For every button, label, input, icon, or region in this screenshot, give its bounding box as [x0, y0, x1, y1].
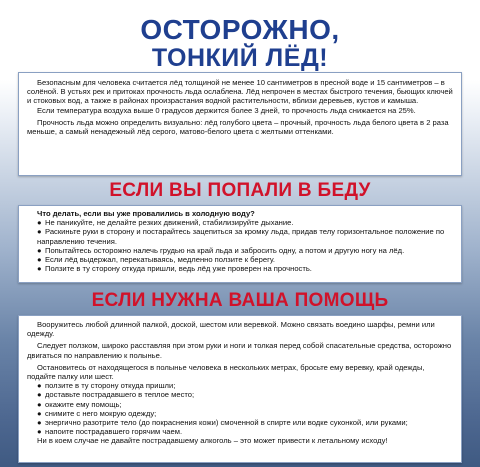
- page-subtitle: ТОНКИЙ ЛЁД!: [151, 44, 329, 72]
- list-item-text: Раскиньте руки в сторону и постарайтесь зацепиться за кромку льда, придав телу горизонтальное положение по направлению течения.: [37, 227, 445, 246]
- trouble-question: Что делать, если вы уже провалились в холодную воду?: [37, 209, 255, 218]
- list-item: [27, 227, 453, 245]
- list-item-text: снимите с него мокрую одежду;: [45, 408, 157, 418]
- bullet-icon: ●: [37, 408, 42, 418]
- page-title: ОСТОРОЖНО,: [140, 14, 340, 45]
- intro-paragraph-2: Если температура воздуха выше 0 градусов держится более 3 дней, то прочность льда снижается на 25%.: [37, 105, 416, 115]
- bullet-icon: ●: [37, 227, 42, 237]
- list-item-text: напоите пострадавшего горячим чаем.: [45, 427, 183, 437]
- bullet-icon: ●: [37, 381, 42, 391]
- bullet-icon: ●: [37, 218, 42, 228]
- section-title-trouble: ЕСЛИ ВЫ ПОПАЛИ В БЕДУ: [109, 180, 371, 201]
- list-item: [27, 264, 453, 273]
- help-panel: [18, 315, 462, 463]
- help-warning: Ни в коем случае не давайте пострадавшему алкоголь – это может привести к летальному исходу!: [37, 436, 388, 446]
- list-item-text: Попытайтесь осторожно налечь грудью на край льда и забросить одну, а потом и другую ногу на лёд.: [45, 245, 405, 255]
- bullet-icon: ●: [37, 427, 42, 437]
- list-item-text: Не паникуйте, не делайте резких движений, стабилизируйте дыхание.: [45, 218, 294, 228]
- list-item: [27, 427, 453, 436]
- bullet-icon: ●: [37, 255, 42, 265]
- intro-paragraph-3: Прочность льда можно определить визуально: лёд голубого цвета – прочный, прочность льда белого цвета в 2 раза меньше, а самый ненадежный лёд серого, матово-белого цвета с желтыми оттенками.: [27, 117, 449, 137]
- help-paragraph-1: Вооружитесь любой длинной палкой, доской, шестом или веревкой. Можно связать воедино шарфы, ремни или одежду.: [27, 320, 435, 339]
- list-item: [27, 390, 453, 399]
- bullet-icon: ●: [37, 390, 42, 400]
- help-paragraph-2: Следует ползком, широко расставляя при этом руки и ноги и толкая перед собой спасательные средства, осторожно двигаться по направлению к полынье.: [27, 341, 452, 360]
- list-item: [27, 255, 453, 264]
- bullet-icon: ●: [37, 264, 42, 274]
- list-item: [27, 246, 453, 255]
- list-item-text: доставьте пострадавшего в теплое место;: [45, 390, 195, 400]
- bullet-icon: ●: [37, 418, 42, 428]
- trouble-panel: [18, 205, 462, 283]
- list-item: [27, 218, 453, 227]
- help-paragraph-3: Остановитесь от находящегося в полынье человека в нескольких метрах, бросьте ему веревку, край одежды, подайте палку или шест.: [27, 362, 425, 382]
- bullet-icon: ●: [37, 399, 42, 409]
- list-item: [27, 418, 453, 427]
- list-item-text: ползите в ту сторону откуда пришли;: [45, 381, 176, 391]
- section-title-help: ЕСЛИ НУЖНА ВАША ПОМОЩЬ: [91, 290, 389, 311]
- list-item: [27, 381, 453, 390]
- intro-paragraph-1: Безопасным для человека считается лёд толщиной не менее 10 сантиметров в пресной воде и 15 сантиметров – в солёной. В устьях рек и притоках прочность льда ослаблена. Лёд непрочен в местах быстрого течения, бьющих ключей и стоковых вод, а также в районах произрастания водной растительности, вблизи деревьев, кустов и камыша.: [27, 78, 453, 106]
- list-item-text: Ползите в ту сторону откуда пришли, ведь лёд уже проверен на прочность.: [45, 264, 312, 274]
- intro-panel: [18, 72, 462, 176]
- list-item-text: Если лёд выдержал, перекатываясь, медленно ползите к берегу.: [45, 255, 276, 265]
- list-item: [27, 409, 453, 418]
- bullet-icon: ●: [37, 245, 42, 255]
- list-item-text: энергично разотрите тело (до покраснения кожи) смоченной в спирте или водке суконкой, или руками;: [45, 418, 408, 428]
- list-item: [27, 400, 453, 409]
- list-item-text: окажите ему помощь;: [45, 399, 122, 409]
